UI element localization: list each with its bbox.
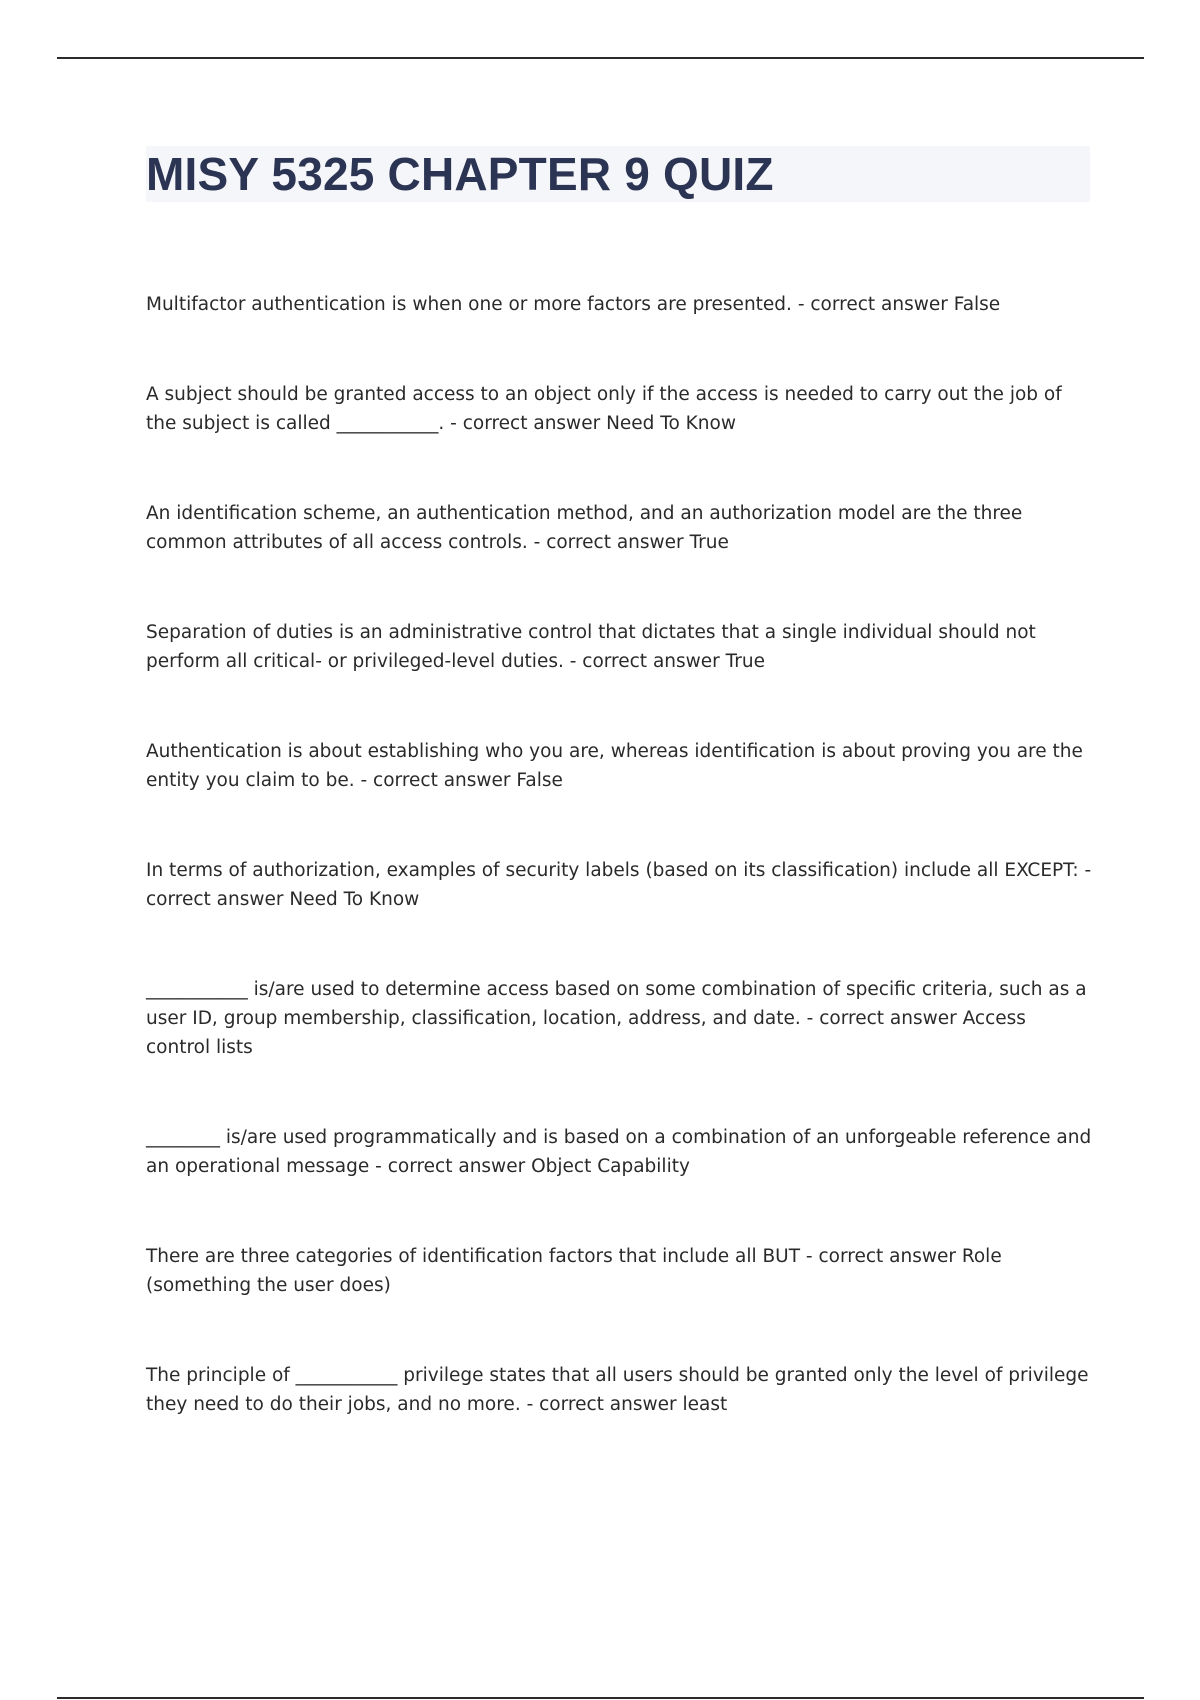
answer-label: correct answer (462, 413, 601, 434)
answer-separator: - (800, 1246, 819, 1267)
answer-separator: - (791, 294, 811, 315)
answer-label: correct answer (546, 532, 684, 553)
question-text: Multifactor authentication is when one or more factors are presented. (146, 294, 792, 315)
qa-item (146, 380, 1092, 438)
qa-item (146, 1242, 1092, 1300)
answer-text: Role (something the user does) (146, 1246, 1002, 1296)
answer-separator: - (563, 651, 583, 672)
answer-text: Need To Know (606, 413, 736, 434)
qa-item (146, 1123, 1092, 1181)
question-text: In terms of authorization, examples of security labels (based on its classification) include all EXCEPT: (146, 860, 1079, 881)
answer-text: False (516, 770, 563, 791)
answer-separator: - (354, 770, 374, 791)
qa-item (146, 975, 1092, 1062)
qa-item (146, 856, 1092, 914)
qa-item (146, 618, 1092, 676)
answer-text: True (725, 651, 765, 672)
answer-separator: - (520, 1394, 540, 1415)
answer-text: least (682, 1394, 728, 1415)
answer-separator: - (527, 532, 547, 553)
question-text: An identification scheme, an authentication method, and an authorization model are the three common attributes of all access controls. (146, 503, 1023, 553)
qa-item (146, 499, 1092, 557)
answer-separator: - (800, 1008, 820, 1029)
page-title: MISY 5325 CHAPTER 9 QUIZ (146, 148, 774, 200)
answer-label: correct answer (539, 1394, 677, 1415)
answer-label: correct answer (373, 770, 511, 791)
answer-label: correct answer (810, 294, 948, 315)
question-text: Separation of duties is an administrative control that dictates that a single individual should not perform all critical- or privileged-level duties. (146, 622, 1036, 672)
answer-separator: - (1078, 860, 1092, 881)
question-text: The principle of ___________ privilege states that all users should be granted only the level of privilege they need to do their jobs, and no more. (146, 1365, 1089, 1415)
question-text: Authentication is about establishing who you are, whereas identification is about proving you are the entity you claim to be. (146, 741, 1083, 791)
answer-label: correct answer (387, 1156, 526, 1177)
answer-text: True (689, 532, 729, 553)
question-text: A subject should be granted access to an object only if the access is needed to carry out the job of the subject is called ___________. (146, 384, 1062, 434)
answer-text: Need To Know (289, 889, 420, 910)
answer-separator: - (369, 1156, 388, 1177)
bottom-rule (57, 1697, 1144, 1699)
qa-item (146, 737, 1092, 795)
answer-label: correct answer (818, 1246, 956, 1267)
answer-label: correct answer (582, 651, 720, 672)
answer-separator: - (444, 413, 463, 434)
top-rule (57, 57, 1144, 59)
question-answer-list (146, 290, 1092, 1419)
qa-item (146, 1361, 1092, 1419)
answer-text: Access control lists (146, 1008, 1026, 1058)
question-text: There are three categories of identification factors that include all BUT (146, 1246, 801, 1267)
question-text: ___________ is/are used to determine access based on some combination of specific criteria, such as a user ID, group membership, classification, location, address, and date. (146, 979, 1087, 1029)
answer-text: Object Capability (531, 1156, 690, 1177)
answer-label: correct answer (819, 1008, 957, 1029)
qa-item (146, 290, 1092, 319)
answer-text: False (953, 294, 1001, 315)
question-text: ________ is/are used programmatically and is based on a combination of an unforgeable reference and an operational message (146, 1127, 1092, 1177)
answer-label: correct answer (146, 889, 284, 910)
